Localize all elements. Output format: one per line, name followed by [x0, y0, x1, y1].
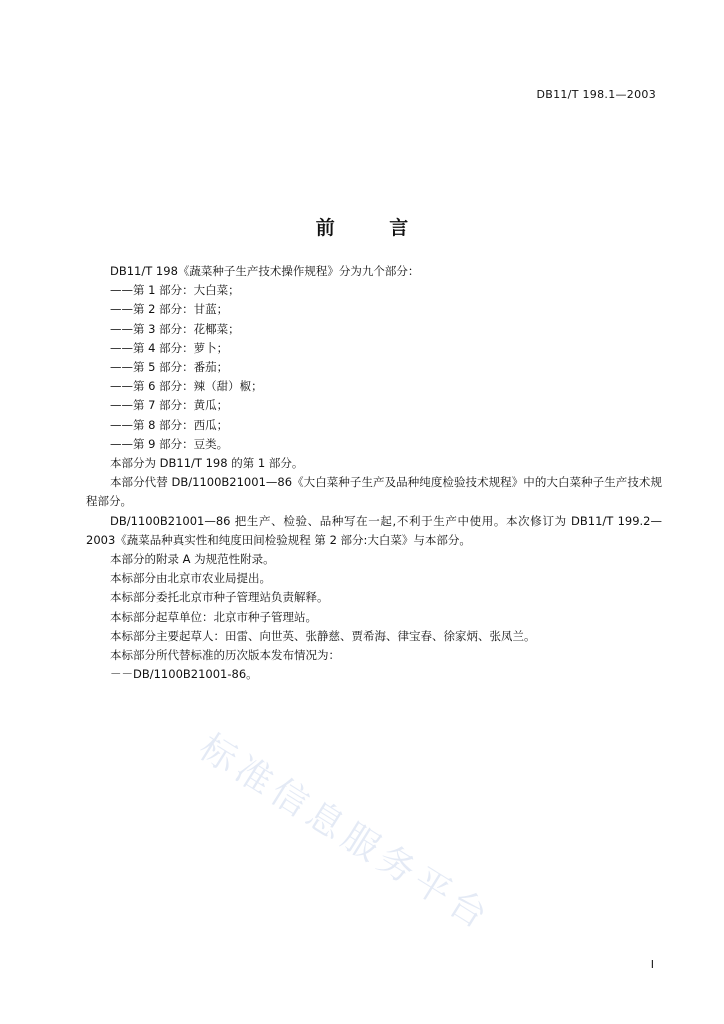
list-item: ——第 7 部分：黄瓜； [110, 398, 229, 413]
list-item: ——第 4 部分：萝卜； [110, 340, 229, 355]
interpretation-paragraph: 本标部分委托北京市种子管理站负责解释。 [110, 590, 329, 605]
list-item: ——第 8 部分：西瓜； [110, 417, 229, 432]
replaces-paragraph: 本部分代替 DB/1100B21001—86《大白菜种子生产及品种纯度检验技术规程》中的大白菜种子生产技术规程部分。 [86, 475, 662, 509]
list-item: ——第 3 部分：花椰菜； [110, 321, 240, 336]
list-item: ——第 5 部分：番茄； [110, 360, 229, 375]
drafting-unit-paragraph: 本标部分起草单位：北京市种子管理站。 [110, 609, 317, 624]
annex-paragraph: 本部分的附录 A 为规范性附录。 [110, 552, 275, 567]
page-title: 前 言 [315, 217, 433, 239]
list-item: ——第 1 部分：大白菜； [110, 283, 240, 298]
list-item: ——第 9 部分：豆类。 [110, 436, 229, 451]
drafters-paragraph: 本标部分主要起草人：田雷、向世英、张静慈、贾希海、律宝春、徐家炳、张凤兰。 [110, 628, 536, 643]
history-title-paragraph: 本标部分所代替标准的历次版本发布情况为： [110, 648, 340, 663]
standard-code-header: DB11/T 198.1—2003 [536, 88, 656, 101]
page-number: I [650, 958, 654, 971]
part-of-paragraph: 本部分为 DB11/T 198 的第 1 部分。 [110, 456, 304, 471]
history-item: －－DB/1100B21001-86。 [110, 667, 258, 682]
list-item: ——第 6 部分：辣（甜）椒； [110, 379, 263, 394]
list-item: ——第 2 部分：甘蓝； [110, 302, 229, 317]
proposed-by-paragraph: 本标部分由北京市农业局提出。 [110, 571, 271, 586]
watermark-text: 标准信息服务平台 [192, 726, 499, 940]
revision-paragraph: DB/1100B21001—86 把生产、检验、品种写在一起,不利于生产中使用。本次修订为 DB11/T 199.2—2003《蔬菜品种真实性和纯度田间检验规程 第 2 部分:大白菜》与本部分。 [86, 513, 662, 547]
intro-paragraph: DB11/T 198《蔬菜种子生产技术操作规程》分为九个部分： [110, 264, 420, 278]
document-body [86, 262, 662, 684]
